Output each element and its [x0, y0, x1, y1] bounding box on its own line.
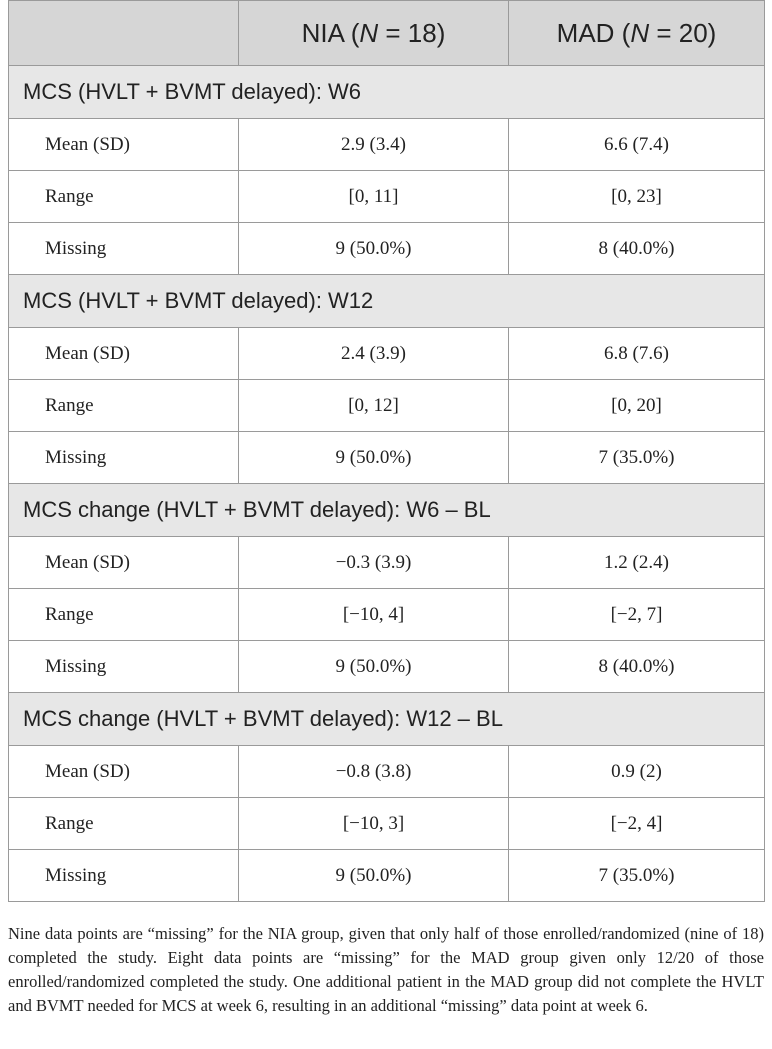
mad-value: [0, 23]: [509, 171, 765, 223]
header-mad: [509, 1, 765, 66]
section-title: MCS (HVLT + BVMT delayed): W6: [9, 66, 765, 119]
nia-value: 9 (50.0%): [239, 641, 509, 693]
section-title: MCS (HVLT + BVMT delayed): W12: [9, 275, 765, 328]
table-row: [9, 746, 765, 798]
section-title: MCS change (HVLT + BVMT delayed): W12 – BL: [9, 693, 765, 746]
section-header-row: [9, 275, 765, 328]
row-label: Missing: [9, 223, 239, 275]
row-label: Mean (SD): [9, 537, 239, 589]
row-label: Missing: [9, 641, 239, 693]
row-label: Mean (SD): [9, 119, 239, 171]
table-row: [9, 380, 765, 432]
section-header-row: [9, 693, 765, 746]
results-table: [8, 0, 765, 902]
header-nia-prefix: NIA (: [301, 17, 360, 48]
mad-value: 6.6 (7.4): [509, 119, 765, 171]
row-label: Mean (SD): [9, 746, 239, 798]
nia-value: 9 (50.0%): [239, 432, 509, 484]
mad-value: 7 (35.0%): [509, 850, 765, 902]
table-row: [9, 171, 765, 223]
section-title: MCS change (HVLT + BVMT delayed): W6 – BL: [9, 484, 765, 537]
table-header-row: [9, 1, 765, 66]
nia-value: [0, 11]: [239, 171, 509, 223]
nia-value: 2.9 (3.4): [239, 119, 509, 171]
table-row: [9, 850, 765, 902]
nia-value: [0, 12]: [239, 380, 509, 432]
mad-value: 7 (35.0%): [509, 432, 765, 484]
nia-value: 9 (50.0%): [239, 850, 509, 902]
nia-value: 2.4 (3.9): [239, 328, 509, 380]
nia-value: 9 (50.0%): [239, 223, 509, 275]
nia-value: −0.8 (3.8): [239, 746, 509, 798]
header-nia: [239, 1, 509, 66]
mad-value: [−2, 4]: [509, 798, 765, 850]
mad-value: 6.8 (7.6): [509, 328, 765, 380]
table-row: [9, 223, 765, 275]
row-label: Range: [9, 798, 239, 850]
table-row: [9, 119, 765, 171]
table-footnote: Nine data points are “missing” for the NIA group, given that only half of those enrolled/randomized (nine of 18) completed the study. Eight data points are “missing” for the MAD group given only 12/20 of those enrolled/randomized completed the study. One additional patient in the MAD group did not complete the HVLT and BVMT needed for MCS at week 6, resulting in an additional “missing” data point at week 6.: [8, 923, 764, 1015]
header-nia-n: N: [359, 17, 379, 48]
header-empty-cell: [9, 1, 239, 66]
row-label: Missing: [9, 850, 239, 902]
mad-value: 1.2 (2.4): [509, 537, 765, 589]
row-label: Missing: [9, 432, 239, 484]
row-label: Range: [9, 589, 239, 641]
table-row: [9, 432, 765, 484]
mad-value: [0, 20]: [509, 380, 765, 432]
nia-value: −0.3 (3.9): [239, 537, 509, 589]
table-row: [9, 537, 765, 589]
header-mad-n: N: [630, 17, 650, 48]
header-mad-suffix: = 20): [649, 17, 717, 48]
nia-value: [−10, 3]: [239, 798, 509, 850]
table-row: [9, 641, 765, 693]
table-row: [9, 328, 765, 380]
section-header-row: [9, 484, 765, 537]
mad-value: 0.9 (2): [509, 746, 765, 798]
section-header-row: [9, 66, 765, 119]
nia-value: [−10, 4]: [239, 589, 509, 641]
header-mad-prefix: MAD (: [556, 17, 631, 48]
mad-value: 8 (40.0%): [509, 223, 765, 275]
row-label: Mean (SD): [9, 328, 239, 380]
table-row: [9, 798, 765, 850]
row-label: Range: [9, 171, 239, 223]
table-row: [9, 589, 765, 641]
mad-value: 8 (40.0%): [509, 641, 765, 693]
row-label: Range: [9, 380, 239, 432]
mad-value: [−2, 7]: [509, 589, 765, 641]
header-nia-suffix: = 18): [378, 17, 446, 48]
